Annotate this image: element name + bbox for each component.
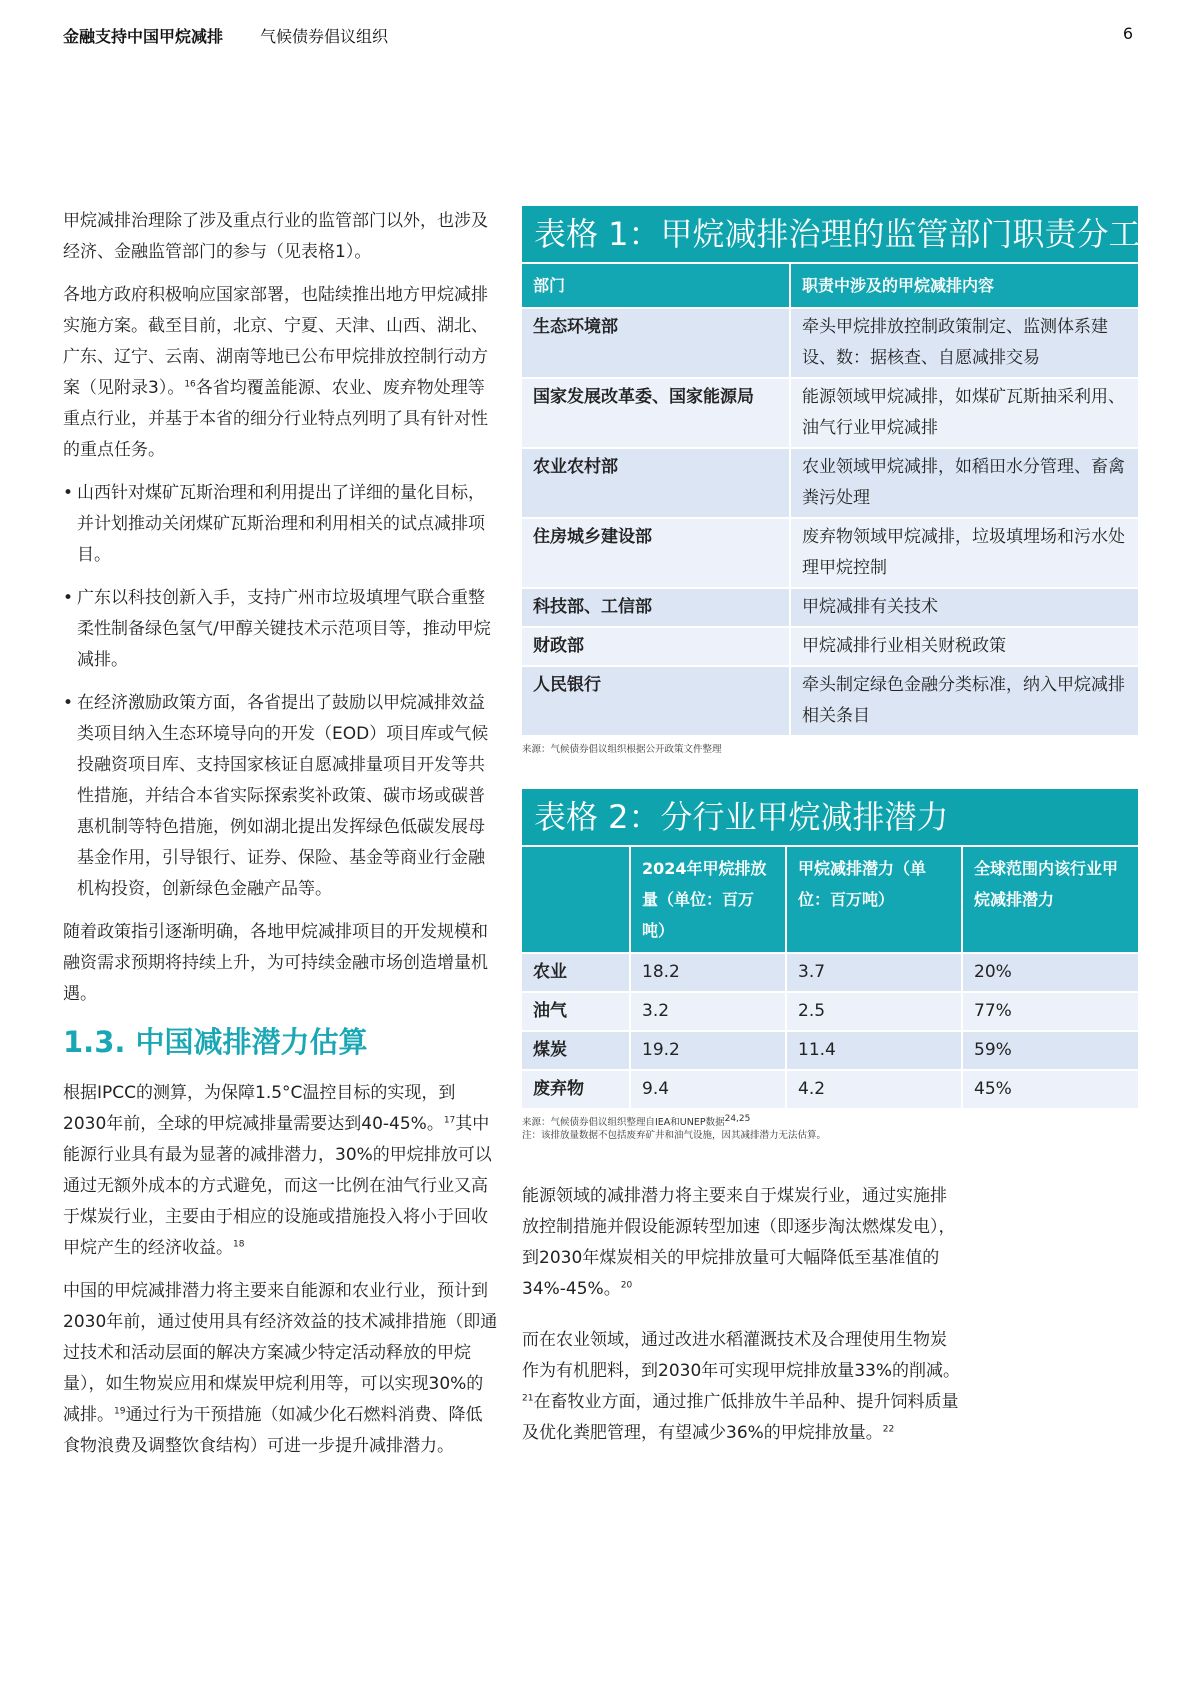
table2 <box>522 845 1138 1108</box>
table-header-row <box>522 263 1138 308</box>
table-row <box>522 308 1138 378</box>
page-number: 6 <box>1122 24 1133 43</box>
left-column <box>63 206 498 1474</box>
list-item: • 广东以科技创新入手，支持广州市垃圾填埋气联合重整柔性制备绿色氢气/甲醇关键技术示范项目等，推动甲烷减排。 <box>63 583 498 676</box>
table-cell: 19.2 <box>630 1031 786 1070</box>
table-cell: 生态环境部 <box>522 308 790 378</box>
column-header: 部门 <box>522 263 790 308</box>
table-cell: 人民银行 <box>522 666 790 735</box>
table1-title: 表格 1：甲烷减排治理的监管部门职责分工 <box>522 206 1138 262</box>
table-cell: 甲烷减排行业相关财税政策 <box>790 627 1138 666</box>
table1-source: 来源：气候债券倡议组织根据公开政策文件整理 <box>522 744 722 755</box>
footnote-ref[interactable]: 16 <box>184 379 196 390</box>
page-header <box>63 24 1133 54</box>
table-row <box>522 1070 1138 1108</box>
middle-column <box>522 1181 962 1469</box>
table-cell: 4.2 <box>786 1070 962 1108</box>
list-item: • 山西针对煤矿瓦斯治理和利用提出了详细的量化目标，并计划推动关闭煤矿瓦斯治理和利用相关的试点减排项目。 <box>63 478 498 571</box>
column-header: 全球范围内该行业甲烷减排潜力 <box>962 846 1138 953</box>
footnote-ref[interactable]: 21 <box>522 1393 534 1404</box>
table-cell: 甲烷减排有关技术 <box>790 588 1138 627</box>
table-cell: 45% <box>962 1070 1138 1108</box>
table-row <box>522 627 1138 666</box>
table-cell: 牵头甲烷排放控制政策制定、监测体系建设、数：据核查、自愿减排交易 <box>790 308 1138 378</box>
table-cell: 废弃物 <box>522 1070 630 1108</box>
paragraph: 能源领域的减排潜力将主要来自于煤炭行业，通过实施排放控制措施并假设能源转型加速（即逐步淘汰燃煤发电），到2030年煤炭相关的甲烷排放量可大幅降低至基准值的34%-45%。$^{20}$ <box>522 1186 956 1299</box>
table-cell: 油气 <box>522 992 630 1031</box>
column-header: 2024年甲烷排放量（单位：百万吨） <box>630 846 786 953</box>
table-cell: 20% <box>962 953 1138 992</box>
table2-source: 来源：气候债券倡议组织整理自IEA和UNEP数据$^{24,25}$ 注：该排放量数据不包括废弃矿井和油气设施，因其减排潜力无法估算。 <box>522 1113 827 1141</box>
table-cell: 牵头制定绿色金融分类标准，纳入甲烷减排相关条目 <box>790 666 1138 735</box>
table-cell: 科技部、工信部 <box>522 588 790 627</box>
table2-note: 注：该排放量数据不包括废弃矿井和油气设施，因其减排潜力无法估算。 <box>522 1130 827 1141</box>
paragraph: 根据IPCC的测算，为保障1.5°C温控目标的实现，到2030年前，全球的甲烷减排量需要达到40-45%。$^{17}$其中能源行业具有最为显著的减排潜力，30%的甲烷排放可以通过无额外成本的方式避免，而这一比例在油气行业又高于煤炭行业，主要由于相应的设施或措施投入将小于回收甲烷产生的经济收益。$^{18}$ <box>63 1083 492 1258</box>
footnote-ref[interactable]: 22 <box>882 1424 895 1435</box>
table-cell: 77% <box>962 992 1138 1031</box>
bullet-list <box>63 478 498 905</box>
table-row <box>522 1031 1138 1070</box>
paragraph: 中国的甲烷减排潜力将主要来自能源和农业行业，预计到2030年前，通过使用具有经济效益的技术减排措施（即通过技术和活动层面的解决方案减少特定活动释放的甲烷量），如生物炭应用和煤炭甲烷利用等，可以实现30%的减排。$^{19}$通过行为干预措施（如减少化石燃料消费、降低食物浪费及调整饮食结构）可进一步提升减排潜力。 <box>63 1281 498 1456</box>
footnote-ref[interactable]: 19 <box>114 1406 126 1417</box>
footnote-ref[interactable]: 24,25 <box>724 1113 751 1124</box>
table-cell: 能源领域甲烷减排，如煤矿瓦斯抽采利用、油气行业甲烷减排 <box>790 378 1138 448</box>
table-row <box>522 518 1138 588</box>
table2-block <box>522 789 1138 1142</box>
column-header <box>522 846 630 953</box>
table-cell: 国家发展改革委、国家能源局 <box>522 378 790 448</box>
table1-block <box>522 206 1141 756</box>
table-cell: 11.4 <box>786 1031 962 1070</box>
table-row <box>522 992 1138 1031</box>
paragraph: 随着政策指引逐渐明确，各地甲烷减排项目的开发规模和融资需求预期将持续上升，为可持续金融市场创造增量机遇。 <box>63 922 488 1004</box>
table-cell: 18.2 <box>630 953 786 992</box>
table1 <box>522 262 1138 735</box>
table-row <box>522 666 1138 735</box>
table-row <box>522 588 1138 627</box>
table-cell: 农业 <box>522 953 630 992</box>
table-row <box>522 953 1138 992</box>
organization-name: 气候债券倡议组织 <box>260 27 389 46</box>
paragraph: 各地方政府积极响应国家部署，也陆续推出地方甲烷减排实施方案。截至目前，北京、宁夏、天津、山西、湖北、广东、辽宁、云南、湖南等地已公布甲烷排放控制行动方案（见附录3）。$^{16}$各省均覆盖能源、农业、废弃物处理等重点行业，并基于本省的细分行业特点列明了具有针对性的重点任务。 <box>63 285 488 460</box>
table-cell: 59% <box>962 1031 1138 1070</box>
column-header: 甲烷减排潜力（单位：百万吨） <box>786 846 962 953</box>
table-cell: 财政部 <box>522 627 790 666</box>
table-cell: 农业领域甲烷减排，如稻田水分管理、畜禽粪污处理 <box>790 448 1138 518</box>
report-title: 金融支持中国甲烷减排 <box>63 27 224 46</box>
paragraph: 而在农业领域，通过改进水稻灌溉技术及合理使用生物炭作为有机肥料，到2030年可实现甲烷排放量33%的削减。$^{21}$在畜牧业方面，通过推广低排放牛羊品种、提升饲料质量及优化粪肥管理，有望减少36%的甲烷排放量。$^{22}$ <box>522 1330 961 1443</box>
table-row <box>522 448 1138 518</box>
footnote-ref[interactable]: 17 <box>443 1115 456 1126</box>
table-cell: 3.7 <box>786 953 962 992</box>
section-heading: 1.3. 中国减排潜力估算 <box>63 1025 368 1059</box>
table-cell: 煤炭 <box>522 1031 630 1070</box>
table-row <box>522 378 1138 448</box>
table-cell: 3.2 <box>630 992 786 1031</box>
paragraph: 甲烷减排治理除了涉及重点行业的监管部门以外，也涉及经济、金融监管部门的参与（见表格1）。 <box>63 211 488 262</box>
table-cell: 住房城乡建设部 <box>522 518 790 588</box>
table-cell: 9.4 <box>630 1070 786 1108</box>
table-cell: 2.5 <box>786 992 962 1031</box>
table-cell: 废弃物领域甲烷减排，垃圾填埋场和污水处理甲烷控制 <box>790 518 1138 588</box>
table2-title: 表格 2：分行业甲烷减排潜力 <box>522 789 1138 845</box>
table-header-row <box>522 846 1138 953</box>
column-header: 职责中涉及的甲烷减排内容 <box>790 263 1138 308</box>
footnote-ref[interactable]: 18 <box>233 1239 245 1250</box>
table-cell: 农业农村部 <box>522 448 790 518</box>
list-item: • 在经济激励政策方面，各省提出了鼓励以甲烷减排效益类项目纳入生态环境导向的开发（EOD）项目库或气候投融资项目库、支持国家核证自愿减排量项目开发等共性措施，并结合本省实际探索奖补政策、碳市场或碳普惠机制等特色措施，例如湖北提出发挥绿色低碳发展母基金作用，引导银行、证券、保险、基金等商业行金融机构投资，创新绿色金融产品等。 <box>63 688 498 905</box>
footnote-ref[interactable]: 20 <box>620 1280 633 1291</box>
